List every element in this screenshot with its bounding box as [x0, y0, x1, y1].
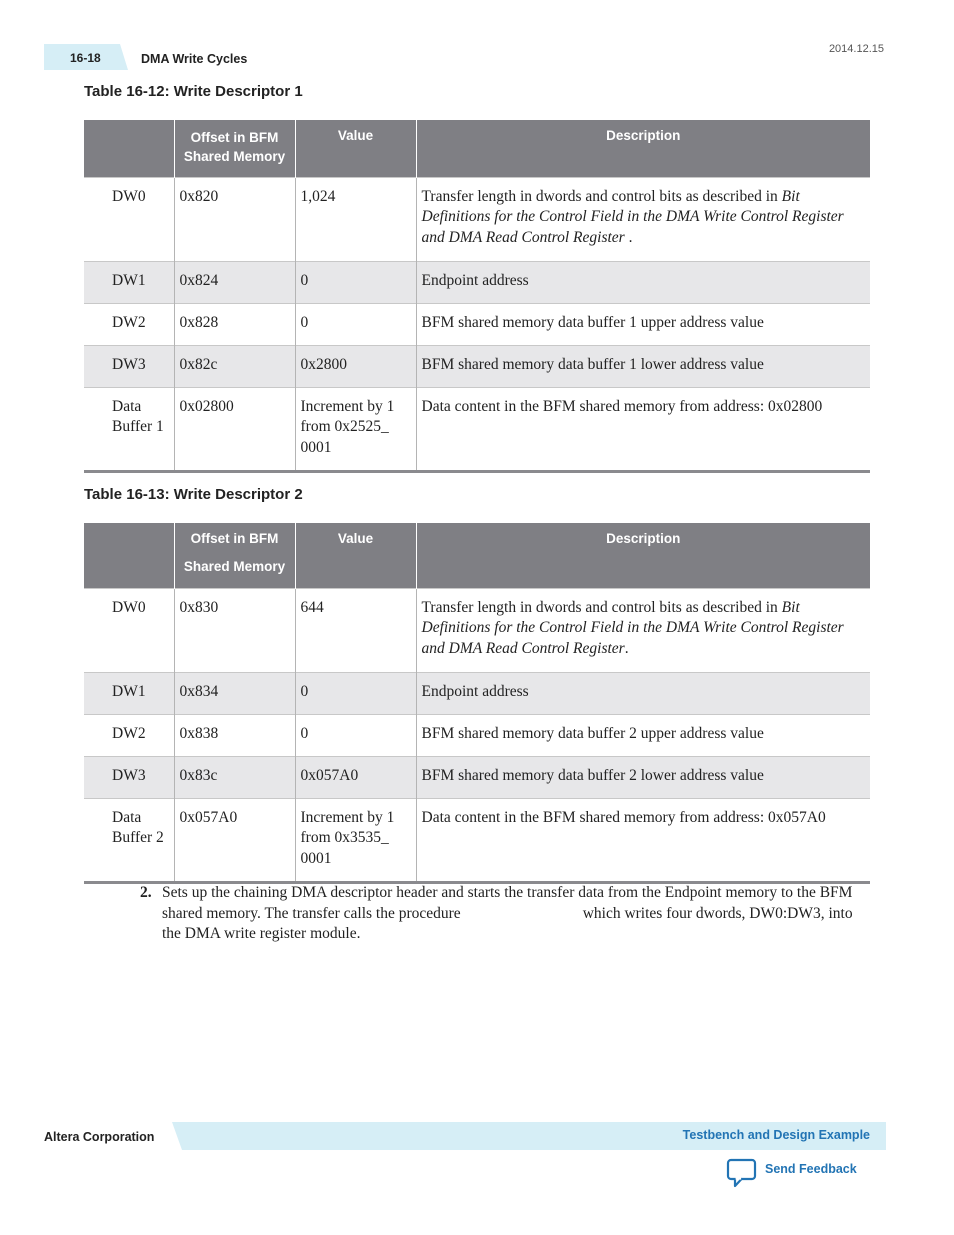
row-value: 0x057A0: [295, 756, 416, 798]
step-text: [162, 883, 870, 945]
table-row: [84, 756, 870, 798]
row-description: Data content in the BFM shared memory from address: 0x02800: [416, 387, 870, 471]
row-description: [416, 588, 870, 672]
column-header-value: Value: [295, 523, 416, 588]
row-value: 644: [295, 588, 416, 672]
table-row: [84, 714, 870, 756]
row-name: DW2: [84, 303, 174, 345]
row-offset: 0x824: [174, 261, 295, 303]
description-end: .: [624, 639, 629, 657]
table-row: [84, 261, 870, 303]
footer-company: Altera Corporation: [44, 1130, 155, 1144]
row-value: Increment by 1 from 0x2525_ 0001: [295, 387, 416, 471]
row-name: Data Buffer 1: [84, 387, 174, 471]
row-value: 0x2800: [295, 345, 416, 387]
column-header-description: Description: [416, 523, 870, 588]
column-header-name: [84, 523, 174, 588]
row-offset: 0x82c: [174, 345, 295, 387]
row-description: BFM shared memory data buffer 1 upper address value: [416, 303, 870, 345]
table-row: [84, 177, 870, 261]
row-description: [416, 177, 870, 261]
description-end: .: [624, 228, 633, 246]
table-row: [84, 672, 870, 714]
row-offset: 0x83c: [174, 756, 295, 798]
send-feedback-label[interactable]: Send Feedback: [765, 1162, 857, 1176]
row-description: Data content in the BFM shared memory from address: 0x057A0: [416, 798, 870, 882]
row-description: Endpoint address: [416, 672, 870, 714]
row-offset: 0x838: [174, 714, 295, 756]
step-text-after: which writes four dwords, DW0:DW3, into the DMA write register module.: [162, 904, 853, 942]
column-header-offset: Offset in BFM Shared Memory: [174, 523, 295, 588]
page-number: 16-18: [70, 51, 101, 65]
column-header-description: Description: [416, 120, 870, 177]
write-descriptor-2-table: [84, 523, 870, 884]
row-name: DW2: [84, 714, 174, 756]
row-offset: 0x834: [174, 672, 295, 714]
row-offset: 0x820: [174, 177, 295, 261]
table-row: [84, 303, 870, 345]
row-name: Data Buffer 2: [84, 798, 174, 882]
section-title: DMA Write Cycles: [141, 52, 248, 66]
row-offset: 0x828: [174, 303, 295, 345]
row-name: DW0: [84, 588, 174, 672]
row-value: 0: [295, 714, 416, 756]
row-value: 1,024: [295, 177, 416, 261]
row-offset: 0x830: [174, 588, 295, 672]
row-value: 0: [295, 261, 416, 303]
cross-reference: Bit Definitions for the Control Field in the DMA Write Control Register and DMA Read Control Register: [421, 187, 844, 246]
row-description: BFM shared memory data buffer 2 lower address value: [416, 756, 870, 798]
table-row: [84, 387, 870, 471]
column-header-name: [84, 120, 174, 177]
table-row: [84, 345, 870, 387]
table-caption: Table 16-13: Write Descriptor 2: [84, 486, 303, 503]
row-name: DW3: [84, 756, 174, 798]
row-name: DW0: [84, 177, 174, 261]
table-row: [84, 798, 870, 882]
row-description: BFM shared memory data buffer 1 lower address value: [416, 345, 870, 387]
description-text: Transfer length in dwords and control bits as described in: [421, 598, 778, 616]
speech-bubble-icon: [726, 1158, 758, 1188]
step-number: 2.: [140, 884, 152, 901]
footer-document-title[interactable]: Testbench and Design Example: [682, 1128, 870, 1142]
row-description: Endpoint address: [416, 261, 870, 303]
table-caption: Table 16-12: Write Descriptor 1: [84, 83, 303, 100]
row-name: DW1: [84, 261, 174, 303]
document-date: 2014.12.15: [828, 43, 884, 55]
row-value: 0: [295, 303, 416, 345]
row-offset: 0x057A0: [174, 798, 295, 882]
row-description: BFM shared memory data buffer 2 upper address value: [416, 714, 870, 756]
row-offset: 0x02800: [174, 387, 295, 471]
description-text: Transfer length in dwords and control bits as described in: [421, 187, 778, 205]
column-header-offset: Offset in BFM Shared Memory: [174, 120, 295, 177]
row-name: DW3: [84, 345, 174, 387]
step-text-before: Sets up the chaining DMA descriptor header and starts the transfer data from the Endpoint memory to the BFM shared memory. The transfer calls the procedure: [162, 884, 853, 922]
table-row: [84, 588, 870, 672]
row-value: Increment by 1 from 0x3535_ 0001: [295, 798, 416, 882]
row-value: 0: [295, 672, 416, 714]
row-name: DW1: [84, 672, 174, 714]
column-header-value: Value: [295, 120, 416, 177]
cross-reference: Bit Definitions for the Control Field in the DMA Write Control Register and DMA Read Control Register: [421, 598, 844, 657]
write-descriptor-1-table: [84, 120, 870, 473]
